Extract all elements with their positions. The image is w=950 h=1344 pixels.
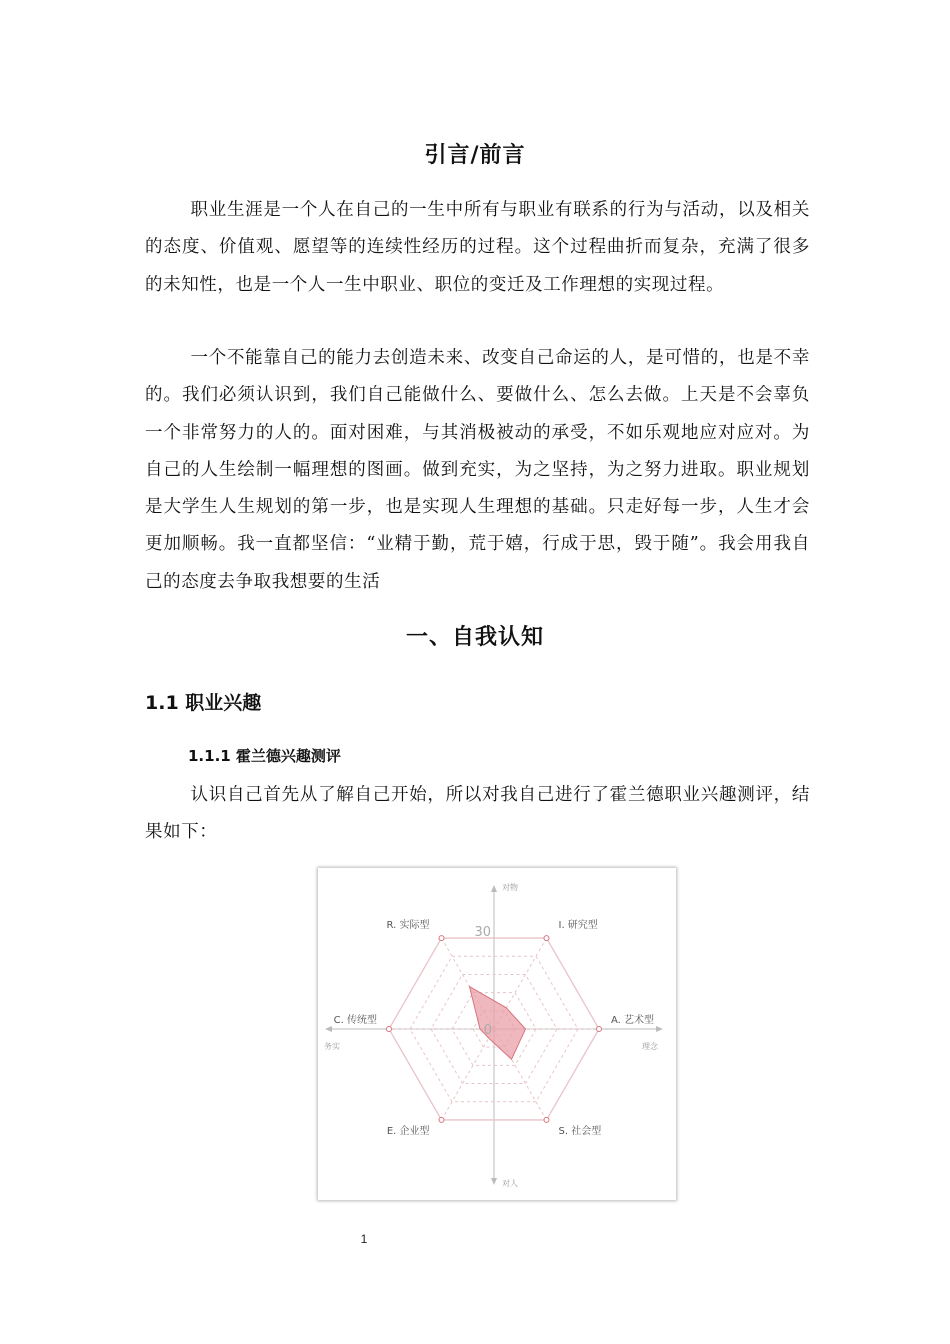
radar-vertex-marker-5 xyxy=(387,1027,392,1032)
holland-radar-figure xyxy=(318,868,676,1200)
axis-label-bottom: 对人 xyxy=(502,1179,518,1188)
radar-vertex-marker-0 xyxy=(439,936,444,941)
radar-category-label: E. 企业型 xyxy=(386,1125,430,1137)
intro-title: 引言/前言 xyxy=(424,143,526,168)
arrow-up-icon xyxy=(491,885,497,892)
radar-scale-max-label: 30 xyxy=(474,925,491,940)
radar-category-label: A. 艺术型 xyxy=(611,1015,655,1026)
radar-vertex-marker-3 xyxy=(544,1117,549,1122)
subsubsection-title-holland-test: 1.1.1 霍兰德兴趣测评 xyxy=(188,747,341,765)
subsection-title-career-interest: 1.1 职业兴趣 xyxy=(145,692,262,714)
radar-category-label: C. 传统型 xyxy=(333,1015,377,1026)
radar-vertex-marker-4 xyxy=(439,1117,444,1122)
section-title-self-awareness: 一、自我认知 xyxy=(405,625,544,650)
holland-intro-paragraph: 认识自己首先从了解自己开始，所以对我自己进行了霍兰德职业兴趣测评，结果如下： xyxy=(145,785,810,843)
radar-spoke-4 xyxy=(442,1029,495,1120)
axis-label-right: 理念 xyxy=(642,1042,658,1051)
arrow-left-icon xyxy=(325,1026,332,1032)
radar-vertex-marker-1 xyxy=(544,936,549,941)
radar-category-label: I. 研究型 xyxy=(558,920,598,932)
radar-scale-min-label: 0 xyxy=(483,1023,492,1038)
radar-category-label: R. 实际型 xyxy=(386,920,430,932)
radar-category-label: S. 社会型 xyxy=(558,1125,602,1137)
intro-paragraph-2: 一个不能靠自己的能力去创造未来、改变自己命运的人，是可惜的，也是不幸的。我们必须认识到，我们自己能做什么、要做什么、怎么去做。上天是不会辜负一个非常努力的人的。面对困难，与其消极被动的承受，不如乐观地应对应对。为自己的人生绘制一幅理想的图画。做到充实，为之坚持，为之努力进取。职业规划是大学生人生规划的第一步，也是实现人生理想的基础。只走好每一步，人生才会更加顺畅。我一直都坚信：“业精于勤，荒于嬉，行成于思，毁于随”。我会用我自己的态度去争取我想要的生活 xyxy=(145,348,810,592)
axis-label-left: 务实 xyxy=(324,1042,340,1051)
arrow-down-icon xyxy=(491,1178,497,1185)
page-number: 1 xyxy=(360,1232,368,1246)
axis-label-top: 对物 xyxy=(502,883,518,892)
radar-vertex-marker-2 xyxy=(597,1027,602,1032)
intro-paragraph-1: 职业生涯是一个人在自己的一生中所有与职业有联系的行为与活动，以及相关的态度、价值观、愿望等的连续性经历的过程。这个过程曲折而复杂，充满了很多的未知性，也是一个人一生中职业、职位的变迁及工作理想的实现过程。 xyxy=(145,200,810,295)
radar-series-area xyxy=(470,987,526,1060)
holland-radar-chart xyxy=(318,868,676,1200)
arrow-right-icon xyxy=(656,1026,663,1032)
